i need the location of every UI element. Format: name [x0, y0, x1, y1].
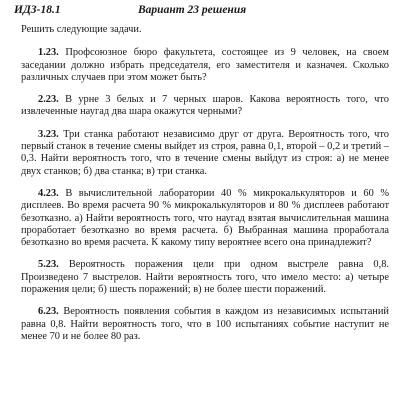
task-text: Вероятность появления события в каждом из независимых испытаний равна 0,8. Найти вероятность того, что в 100 испытаниях событие наступит не менее 70 и не более 80 раз. — [21, 306, 389, 342]
task-number: 2.23. — [38, 94, 59, 106]
task-number: 1.23. — [38, 47, 59, 59]
task-2-23 — [21, 94, 389, 119]
task-text: В урне 3 белых и 7 черных шаров. Какова вероятность того, что извлеченные наугад два шара окажутся черными? — [21, 94, 389, 118]
assignment-code: ИДЗ-18.1 — [14, 4, 61, 16]
task-4-23 — [21, 188, 389, 249]
task-number: 5.23. — [38, 259, 59, 271]
task-list — [21, 24, 389, 353]
task-number: 4.23. — [38, 187, 59, 199]
task-text: В вычислительной лаборатории 40 % микрокалькуляторов и 60 % дисплеев. Во время расчета 90 % микрокалькуляторов и 80 % дисплеев работают безотказно. а) Найти вероятность того, что наугад взятая вычислительная машина проработает безотказно во время расчета. б) Выбранная машина проработала безотказно во время расчета. К какому типу вероятнее всего она принадлежит? — [21, 187, 389, 249]
task-text: Три станка работают независимо друг от друга. Вероятность того, что первый станок в течение смены выйдет из строя, равна 0,1, второй – 0,2 и третий – 0,3. Найти вероятность того, что в течение смены выйдут из строя: а) не менее двух станков; б) два станка; в) три станка. — [21, 128, 389, 177]
task-5-23 — [21, 259, 389, 296]
task-number: 6.23. — [38, 306, 59, 318]
task-6-23 — [21, 306, 389, 343]
task-number: 3.23. — [38, 128, 59, 140]
task-text: Профсоюзное бюро факультета, состоящее из 9 человек, на своем заседании должно избрать председателя, его заместителя и казначея. Сколько различных случаев при этом может быть? — [21, 47, 389, 83]
task-1-23 — [21, 47, 389, 84]
intro-text: Решить следующие задачи. — [21, 24, 142, 35]
task-3-23 — [21, 129, 389, 178]
task-text: Вероятность поражения цели при одном выстреле равна 0,8. Произведено 7 выстрелов. Найти вероятность того, что имело место: а) четыре поражения цели; б) шесть поражений; в) не более шести поражений. — [21, 259, 389, 296]
variant-title: Вариант 23 решения — [138, 4, 247, 16]
